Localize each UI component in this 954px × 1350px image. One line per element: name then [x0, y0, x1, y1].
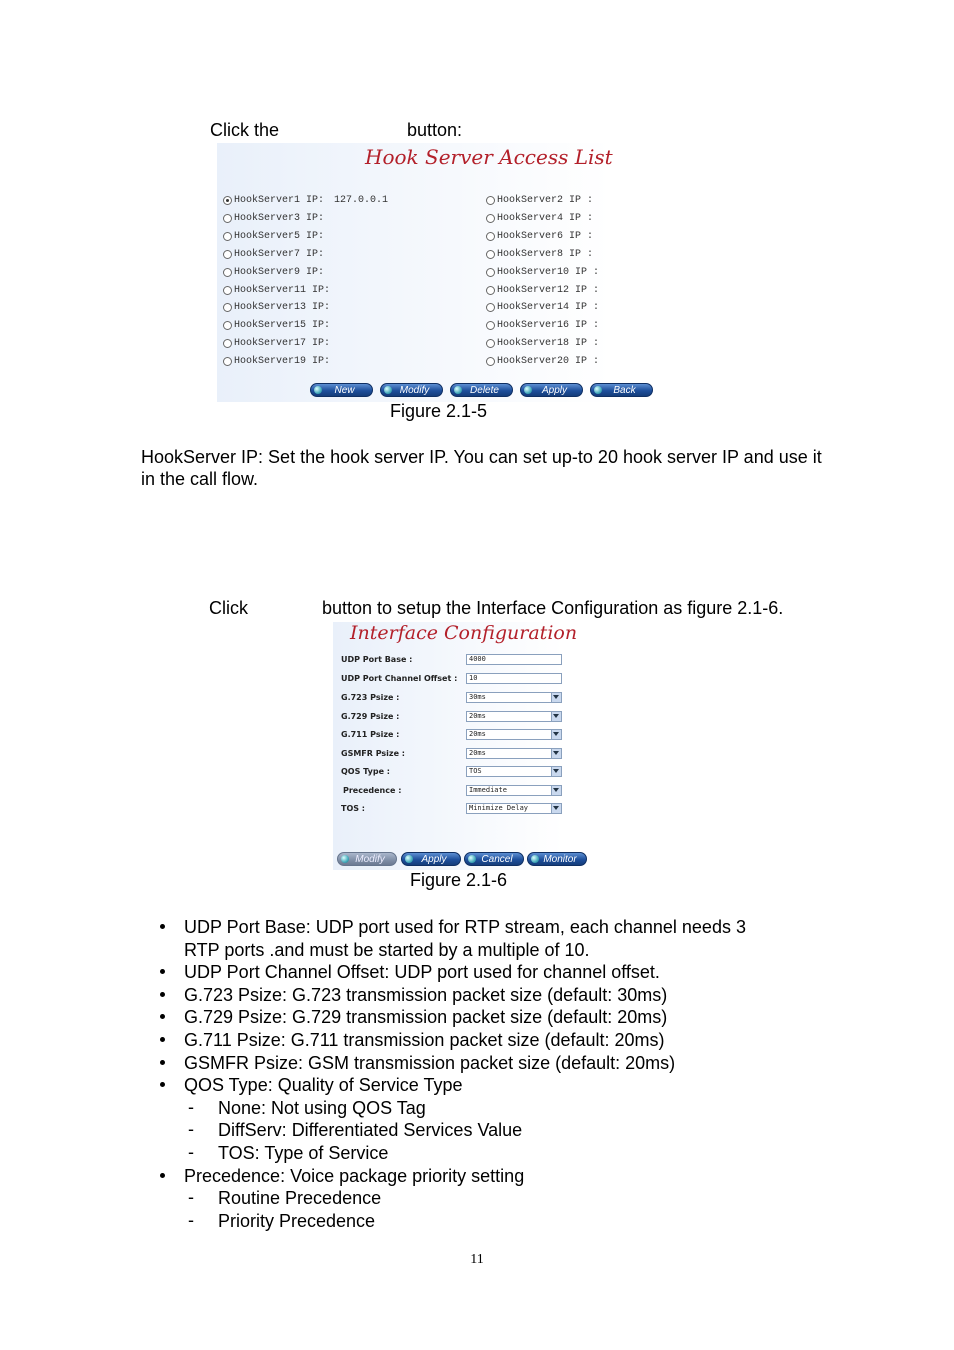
hook-server-radio[interactable]	[223, 268, 232, 277]
hook-server-radio[interactable]	[223, 196, 232, 205]
new-button[interactable]	[310, 383, 373, 397]
button-globe-icon	[314, 386, 322, 394]
bullet-dot-icon	[160, 1037, 168, 1045]
hook-server-radio[interactable]	[486, 268, 495, 277]
qos-subitem: None: Not using QOS Tag	[218, 1097, 426, 1118]
back-button[interactable]	[590, 383, 653, 397]
bullet-item: G.723 Psize: G.723 transmission packet size (default: 30ms)	[184, 984, 668, 1005]
button-label: Modify	[355, 853, 385, 865]
hook-server-row[interactable]	[223, 195, 388, 206]
hook-server-label: HookServer14 IP :	[497, 302, 600, 314]
bullet-item: GSMFR Psize: GSM transmission packet size (default: 20ms)	[184, 1052, 676, 1073]
bullet-dot-icon	[160, 1014, 168, 1022]
hook-server-ip-value: 127.0.0.1	[334, 195, 389, 206]
chevron-down-icon	[553, 788, 559, 792]
bullet-item: UDP Port Channel Offset: UDP port used for channel offset.	[184, 962, 660, 983]
hook-server-label: HookServer20 IP :	[497, 356, 600, 368]
hook-server-label: HookServer17 IP:	[234, 338, 331, 350]
iface-field-value: 20ms	[469, 749, 486, 757]
iface-panel-title: Interface Configuration	[350, 622, 578, 644]
hook-server-label: HookServer9 IP:	[234, 266, 325, 278]
button-label: Delete	[470, 384, 499, 396]
button-label: Apply	[541, 384, 567, 396]
iface-apply-button[interactable]	[401, 852, 461, 866]
chevron-down-icon	[553, 695, 559, 699]
hook-server-label: HookServer18 IP :	[497, 338, 600, 350]
hook-server-radio[interactable]	[486, 303, 495, 312]
hook-server-radio[interactable]	[486, 250, 495, 259]
qos-subitem: TOS: Type of Service	[218, 1143, 389, 1163]
hook-server-row[interactable]	[223, 249, 334, 260]
iface-select[interactable]	[466, 785, 562, 796]
hook-server-radio[interactable]	[223, 303, 232, 312]
bullet-dot-icon	[160, 1173, 168, 1181]
hook-server-label: HookServer7 IP:	[234, 248, 325, 260]
iface-field-label: G.711 Psize :	[341, 730, 400, 739]
button-globe-icon	[341, 855, 349, 863]
hook-server-row[interactable]	[486, 302, 609, 313]
hook-server-row[interactable]	[486, 320, 609, 331]
button-globe-icon	[594, 386, 602, 394]
iface-field-value: TOS	[469, 767, 482, 775]
iface-field-label: TOS :	[341, 804, 366, 813]
iface-field-value: 4000	[469, 655, 486, 663]
iface-field-value: Minimize Delay	[469, 804, 529, 812]
hook-server-row[interactable]	[486, 249, 603, 260]
iface-select[interactable]	[466, 803, 562, 814]
bullet-dot-icon	[160, 969, 168, 977]
dash-marker: -	[188, 1142, 194, 1162]
button-globe-icon	[524, 386, 532, 394]
hook-server-radio[interactable]	[486, 232, 495, 241]
hook-server-row[interactable]	[223, 338, 340, 349]
dash-marker: -	[188, 1119, 194, 1140]
hook-server-label: HookServer16 IP :	[497, 320, 600, 332]
hook-server-label: HookServer1 IP:	[234, 195, 325, 206]
chevron-down-icon	[553, 732, 559, 736]
dash-marker: -	[188, 1096, 194, 1117]
hook-server-radio[interactable]	[223, 357, 232, 366]
figure-caption-1: Figure 2.1-5	[390, 401, 488, 421]
hook-server-label: HookServer8 IP :	[497, 248, 594, 260]
button-globe-icon	[384, 386, 392, 394]
iface-field-label: G.729 Psize :	[341, 712, 400, 721]
iface-field-value: 20ms	[469, 712, 486, 720]
precedence-subitem: Priority Precedence	[218, 1210, 376, 1231]
hook-server-label: HookServer6 IP :	[497, 230, 594, 242]
hook-server-radio[interactable]	[486, 286, 495, 295]
hook-server-label: HookServer19 IP:	[234, 356, 331, 368]
iface-select[interactable]	[466, 692, 562, 703]
hook-server-label: HookServer2 IP :	[497, 195, 594, 206]
hook-server-row[interactable]	[223, 285, 340, 296]
hook-server-label: HookServer13 IP:	[234, 302, 331, 314]
hook-server-row[interactable]	[223, 302, 340, 313]
precedence-subitem: Routine Precedence	[218, 1188, 382, 1209]
iface-text-input[interactable]	[466, 673, 562, 684]
hook-server-access-list-panel	[217, 143, 655, 402]
iface-select[interactable]	[466, 748, 562, 759]
iface-field-value: 10	[469, 674, 478, 682]
bullet-dot-icon	[160, 1082, 168, 1090]
hook-server-radio[interactable]	[486, 196, 495, 205]
hook-server-radio[interactable]	[486, 214, 495, 223]
iface-select[interactable]	[466, 729, 562, 740]
hook-server-label: HookServer11 IP:	[234, 284, 331, 296]
iface-field-label: UDP Port Channel Offset :	[341, 674, 458, 683]
button-label: Modify	[399, 384, 430, 396]
hook-server-row[interactable]	[223, 356, 340, 367]
delete-button[interactable]	[450, 383, 513, 397]
chevron-down-icon	[553, 751, 559, 755]
iface-field-label: QOS Type :	[341, 767, 391, 776]
iface-field-label: UDP Port Base :	[341, 655, 413, 664]
bullet-item: G.711 Psize: G.711 transmission packet size (default: 20ms)	[184, 1030, 665, 1050]
hook-server-row[interactable]	[223, 267, 334, 278]
iface-monitor-button[interactable]	[527, 852, 587, 866]
hook-server-row[interactable]	[486, 213, 603, 224]
bullet-dot-icon	[160, 924, 168, 932]
hook-server-label: HookServer3 IP:	[234, 212, 325, 224]
bullet-item: G.729 Psize: G.729 transmission packet size (default: 20ms)	[184, 1007, 668, 1028]
intro-text-2: Click	[209, 598, 248, 618]
hook-server-row[interactable]	[486, 285, 609, 296]
hook-server-label: HookServer5 IP:	[234, 230, 325, 242]
bullet-dot-icon	[160, 992, 168, 1000]
button-globe-icon	[405, 855, 413, 863]
hook-server-row[interactable]	[486, 231, 603, 242]
hook-server-radio[interactable]	[223, 286, 232, 295]
bullet-item: QOS Type: Quality of Service Type	[184, 1075, 463, 1096]
hook-server-radio[interactable]	[223, 232, 232, 241]
iface-field-label: GSMFR Psize :	[341, 749, 405, 758]
bullet-item-continuation: RTP ports .and must be started by a multiple of 10.	[184, 939, 590, 960]
hook-server-radio[interactable]	[486, 339, 495, 348]
hook-server-row[interactable]	[223, 213, 334, 224]
figure-caption-2: Figure 2.1-6	[410, 870, 508, 890]
button-globe-icon	[468, 855, 476, 863]
bullet-dot-icon	[160, 1060, 168, 1068]
hook-panel-title: Hook Server Access List	[365, 145, 613, 169]
bullet-item: UDP Port Base: UDP port used for RTP stream, each channel needs 3	[184, 917, 746, 937]
hook-server-row[interactable]	[486, 195, 603, 206]
hook-server-label: HookServer10 IP :	[497, 266, 600, 278]
button-globe-icon	[531, 855, 539, 863]
iface-select[interactable]	[466, 711, 562, 722]
button-label: New	[334, 384, 355, 396]
intro-text-1-after: button:	[407, 120, 463, 140]
hook-server-radio[interactable]	[223, 321, 232, 330]
iface-modify-button[interactable]	[337, 852, 397, 866]
iface-field-value: 20ms	[469, 730, 486, 738]
button-label: Cancel	[481, 853, 513, 865]
hook-server-label: HookServer15 IP:	[234, 320, 331, 332]
hook-server-row[interactable]	[486, 356, 609, 367]
qos-subitem: DiffServ: Differentiated Services Value	[218, 1120, 523, 1141]
page-number: 11	[470, 1252, 484, 1267]
hook-server-radio[interactable]	[223, 250, 232, 259]
iface-text-input[interactable]	[466, 654, 562, 665]
chevron-down-icon	[553, 714, 559, 718]
iface-field-label: G.723 Psize :	[341, 693, 400, 702]
hook-server-row[interactable]	[223, 320, 340, 331]
button-label: Apply	[421, 853, 447, 865]
hook-server-radio[interactable]	[223, 214, 232, 223]
hook-server-radio[interactable]	[486, 357, 495, 366]
chevron-down-icon	[553, 806, 559, 810]
button-label: Monitor	[543, 853, 577, 865]
hook-server-row[interactable]	[223, 231, 334, 242]
chevron-down-icon	[553, 769, 559, 773]
hookserver-description: HookServer IP: Set the hook server IP. You can set up-to 20 hook server IP and use it in the call flow.	[141, 447, 822, 489]
iface-cancel-button[interactable]	[464, 852, 524, 866]
hook-server-row[interactable]	[486, 338, 609, 349]
bullet-item: Precedence: Voice package priority setting	[184, 1165, 525, 1186]
iface-field-label: Precedence :	[343, 786, 402, 795]
intro-text-1	[210, 119, 279, 141]
dash-marker: -	[188, 1187, 194, 1208]
hook-server-label: HookServer4 IP :	[497, 212, 594, 224]
hook-server-label: HookServer12 IP :	[497, 284, 600, 296]
hook-server-radio[interactable]	[223, 339, 232, 348]
iface-field-value: 30ms	[469, 693, 486, 701]
hook-server-radio[interactable]	[486, 321, 495, 330]
button-label: Back	[613, 384, 636, 396]
intro-text-2-after: button to setup the Interface Configuration as figure 2.1-6.	[322, 598, 784, 618]
intro-1-before: Click the	[210, 120, 280, 140]
dash-marker: -	[188, 1209, 194, 1230]
iface-field-value: Immediate	[469, 786, 507, 794]
hook-server-row[interactable]	[486, 267, 609, 278]
modify-button[interactable]	[380, 383, 443, 397]
interface-configuration-panel	[333, 622, 589, 870]
apply-button[interactable]	[520, 383, 583, 397]
iface-select[interactable]	[466, 766, 562, 777]
button-globe-icon	[454, 386, 462, 394]
